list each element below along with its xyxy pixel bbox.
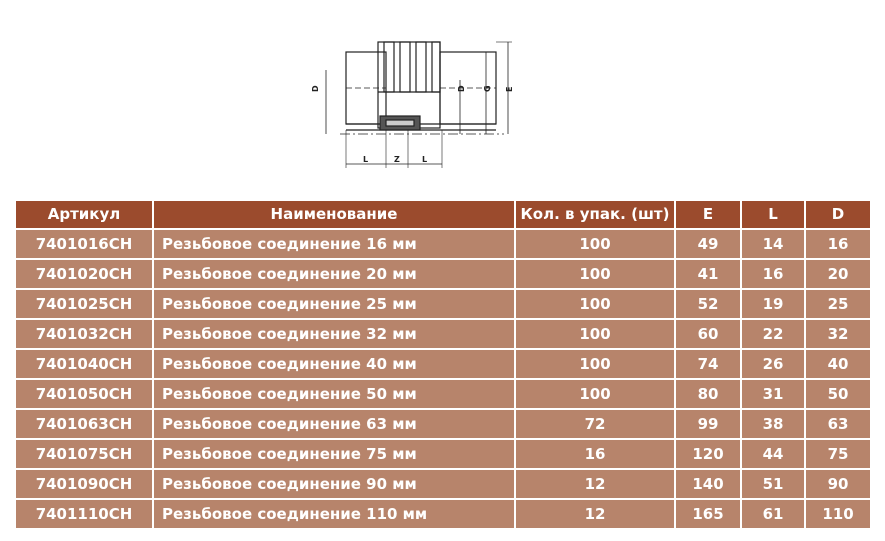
cell-d: 63 (805, 409, 871, 439)
cell-qty: 100 (515, 349, 675, 379)
cell-name: Резьбовое соединение 50 мм (153, 379, 515, 409)
cell-code: 7401032CH (15, 319, 153, 349)
cell-code: 7401016CH (15, 229, 153, 259)
label-g: G (483, 85, 492, 92)
cell-d: 90 (805, 469, 871, 499)
cell-qty: 16 (515, 439, 675, 469)
cell-l: 14 (741, 229, 805, 259)
cell-l: 31 (741, 379, 805, 409)
cell-code: 7401110CH (15, 499, 153, 529)
cell-e: 41 (675, 259, 741, 289)
cell-name: Резьбовое соединение 40 мм (153, 349, 515, 379)
cell-code: 7401050CH (15, 379, 153, 409)
cell-d: 25 (805, 289, 871, 319)
header-article: Артикул (15, 200, 153, 229)
cell-code: 7401025CH (15, 289, 153, 319)
table-row (15, 499, 871, 529)
table-row (15, 439, 871, 469)
table-header (15, 200, 871, 229)
table-row (15, 259, 871, 289)
header-row (15, 200, 871, 229)
cell-e: 49 (675, 229, 741, 259)
cell-l: 44 (741, 439, 805, 469)
technical-drawing (300, 30, 540, 180)
label-e: E (505, 86, 514, 92)
cell-e: 99 (675, 409, 741, 439)
table-body (15, 229, 871, 529)
table-row (15, 229, 871, 259)
spec-table (14, 199, 872, 530)
cell-d: 16 (805, 229, 871, 259)
cell-qty: 12 (515, 469, 675, 499)
cell-l: 22 (741, 319, 805, 349)
cell-name: Резьбовое соединение 20 мм (153, 259, 515, 289)
cell-name: Резьбовое соединение 90 мм (153, 469, 515, 499)
table-row (15, 469, 871, 499)
cell-l: 26 (741, 349, 805, 379)
union-fitting-diagram (300, 30, 540, 180)
cell-d: 20 (805, 259, 871, 289)
cell-qty: 100 (515, 229, 675, 259)
cell-qty: 100 (515, 289, 675, 319)
cell-e: 140 (675, 469, 741, 499)
cell-code: 7401075CH (15, 439, 153, 469)
cell-qty: 100 (515, 259, 675, 289)
table-row (15, 379, 871, 409)
cell-name: Резьбовое соединение 63 мм (153, 409, 515, 439)
label-z: Z (394, 155, 400, 164)
cell-qty: 100 (515, 319, 675, 349)
header-qty: Кол. в упак. (шт) (515, 200, 675, 229)
label-l-left: L (363, 155, 369, 164)
cell-qty: 72 (515, 409, 675, 439)
label-d-left: D (311, 85, 320, 92)
cell-e: 60 (675, 319, 741, 349)
cell-l: 16 (741, 259, 805, 289)
cell-d: 75 (805, 439, 871, 469)
cell-l: 38 (741, 409, 805, 439)
cell-name: Резьбовое соединение 16 мм (153, 229, 515, 259)
label-l-right: L (422, 155, 428, 164)
cell-e: 74 (675, 349, 741, 379)
cell-code: 7401063CH (15, 409, 153, 439)
table-row (15, 409, 871, 439)
cell-name: Резьбовое соединение 32 мм (153, 319, 515, 349)
table-row (15, 319, 871, 349)
table-row (15, 289, 871, 319)
header-l: L (741, 200, 805, 229)
cell-code: 7401040CH (15, 349, 153, 379)
union-nut (378, 42, 440, 128)
cell-l: 61 (741, 499, 805, 529)
cell-e: 80 (675, 379, 741, 409)
cell-e: 165 (675, 499, 741, 529)
cell-name: Резьбовое соединение 110 мм (153, 499, 515, 529)
cell-d: 50 (805, 379, 871, 409)
cell-d: 32 (805, 319, 871, 349)
cell-d: 40 (805, 349, 871, 379)
cell-name: Резьбовое соединение 25 мм (153, 289, 515, 319)
cell-code: 7401020CH (15, 259, 153, 289)
cell-qty: 12 (515, 499, 675, 529)
label-d-right: D (457, 85, 466, 92)
cell-d: 110 (805, 499, 871, 529)
cell-qty: 100 (515, 379, 675, 409)
cell-code: 7401090CH (15, 469, 153, 499)
cell-name: Резьбовое соединение 75 мм (153, 439, 515, 469)
header-e: E (675, 200, 741, 229)
cell-l: 51 (741, 469, 805, 499)
cell-l: 19 (741, 289, 805, 319)
header-d: D (805, 200, 871, 229)
cell-e: 52 (675, 289, 741, 319)
cell-e: 120 (675, 439, 741, 469)
table-row (15, 349, 871, 379)
header-name: Наименование (153, 200, 515, 229)
